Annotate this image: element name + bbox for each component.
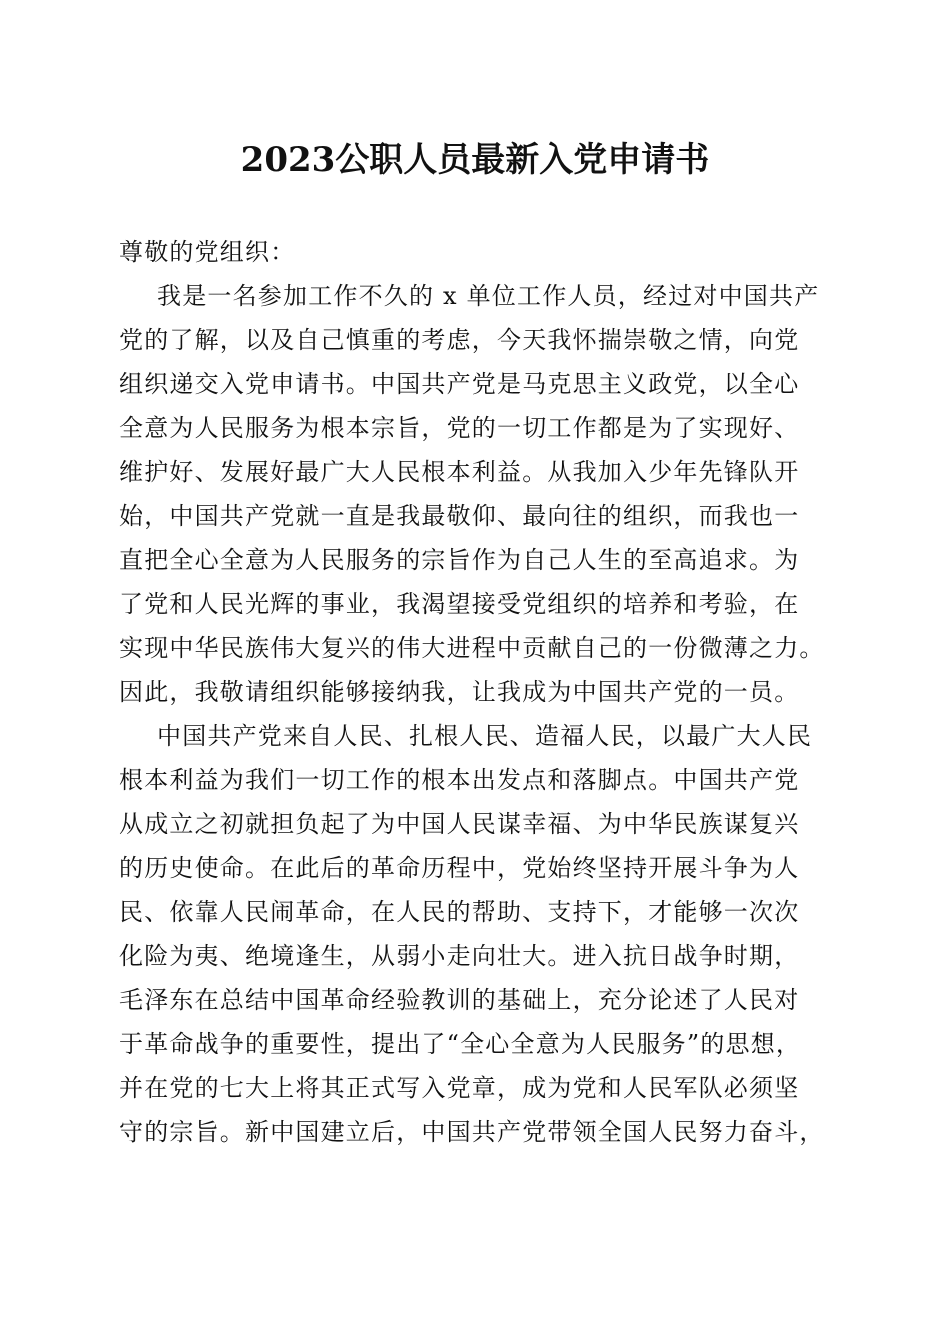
paragraph-line: 于革命战争的重要性，提出了“全心全意为人民服务”的思想，: [119, 1030, 802, 1058]
paragraph-line: 了党和人民光辉的事业，我渴望接受党组织的培养和考验，在: [119, 590, 800, 618]
paragraph-line: 根本利益为我们一切工作的根本出发点和落脚点。中国共产党: [119, 766, 800, 794]
paragraph-line: 维护好、发展好最广大人民根本利益。从我加入少年先锋队开: [119, 458, 800, 486]
paragraph-line: 的历史使命。在此后的革命历程中，党始终坚持开展斗争为人: [119, 854, 800, 882]
paragraph-line: 党的了解，以及自己慎重的考虑，今天我怀揣崇敬之情，向党: [119, 326, 800, 354]
paragraph-line: 毛泽东在总结中国革命经验教训的基础上，充分论述了人民对: [119, 986, 800, 1014]
paragraph-line: 直把全心全意为人民服务的宗旨作为自己人生的至高追求。为: [119, 546, 800, 574]
paragraph-1: [119, 274, 839, 714]
paragraph-line: 组织递交入党申请书。中国共产党是马克思主义政党，以全心: [119, 370, 800, 398]
document-title: 2023公职人员最新入党申请书: [240, 140, 710, 180]
paragraph-line: 我是一名参加工作不久的 x 单位工作人员，经过对中国共产: [157, 282, 820, 310]
paragraph-line: 始，中国共产党就一直是我最敬仰、最向往的组织，而我也一: [119, 502, 800, 530]
paragraph-line: 守的宗旨。新中国建立后，中国共产党带领全国人民努力奋斗，: [119, 1118, 825, 1146]
paragraph-line: 从成立之初就担负起了为中国人民谋幸福、为中华民族谋复兴: [119, 810, 800, 838]
paragraph-line: 中国共产党来自人民、扎根人民、造福人民，以最广大人民: [157, 722, 813, 750]
paragraph-line: 因此，我敬请组织能够接纳我，让我成为中国共产党的一员。: [119, 678, 800, 706]
salutation: 尊敬的党组织：: [119, 238, 296, 266]
paragraph-2: [119, 714, 839, 1154]
paragraph-line: 实现中华民族伟大复兴的伟大进程中贡献自己的一份微薄之力。: [119, 634, 825, 662]
paragraph-line: 全意为人民服务为根本宗旨，党的一切工作都是为了实现好、: [119, 414, 800, 442]
paragraph-line: 民、依靠人民闹革命，在人民的帮助、支持下，才能够一次次: [119, 898, 800, 926]
paragraph-line: 化险为夷、绝境逢生，从弱小走向壮大。进入抗日战争时期，: [119, 942, 800, 970]
paragraph-line: 并在党的七大上将其正式写入党章，成为党和人民军队必须坚: [119, 1074, 800, 1102]
